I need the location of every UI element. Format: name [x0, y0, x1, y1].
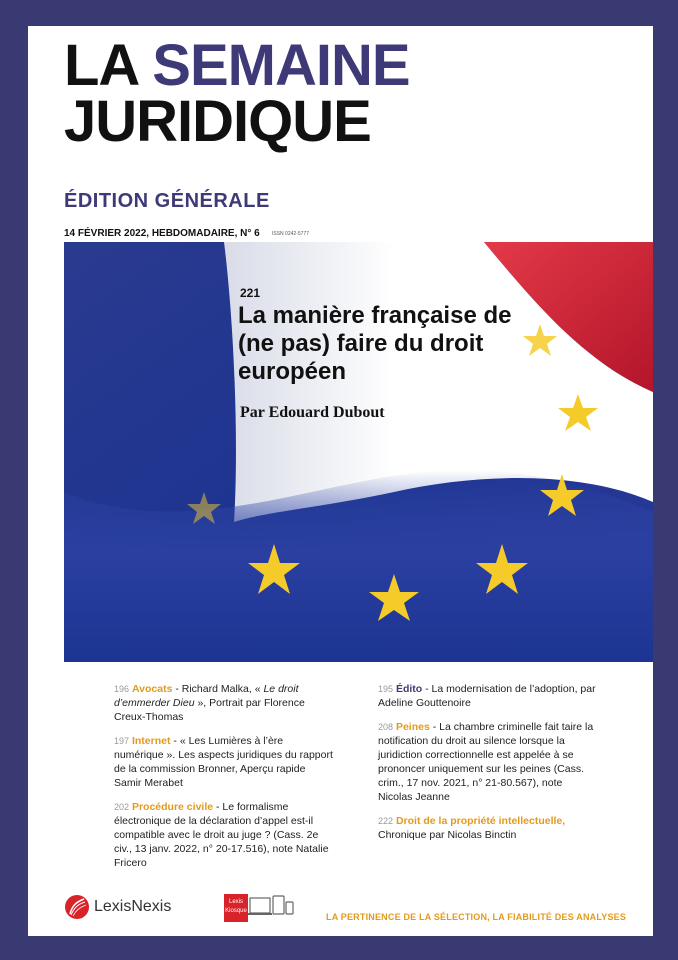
toc-left [114, 682, 334, 880]
kiosk-icon: Lexis Kiosque [224, 894, 248, 922]
toc-item[interactable]: 222 Droit de la propriété intellectuelle, Chronique par Nicolas Binctin [378, 815, 566, 841]
tagline: LA PERTINENCE DE LA SÉLECTION, LA FIABILITÉ DES ANALYSES [326, 912, 627, 922]
devices-icon [248, 894, 294, 922]
toc-right [378, 682, 598, 852]
headline-author: Par Edouard Dubout [240, 404, 385, 421]
kiosk-badge[interactable] [224, 894, 294, 922]
edition-label: ÉDITION GÉNÉRALE [64, 190, 270, 212]
toc-item[interactable]: 195 Édito - La modernisation de l’adoption, par Adeline Gouttenoire [378, 683, 596, 709]
masthead-juridique: JURIDIQUE [64, 89, 371, 154]
issn: ISSN 0242-5777 [272, 231, 309, 237]
magazine-cover [28, 26, 653, 936]
lexisnexis-logo[interactable] [64, 894, 171, 920]
toc-item[interactable]: 202 Procédure civile - Le formalisme électronique de la déclaration d’appel est-il compatible avec le droit au juge ? (Cass. 2e civ., 13 janv. 2022, n° 20-17.516), note Natalie Fricero [114, 801, 329, 869]
toc-item[interactable]: 197 Internet - « Les Lumières à l’ère numérique ». Les aspects juridiques du rapport de la commission Bronner, Aperçu rapide Samir Merabet [114, 735, 333, 789]
toc-item[interactable]: 196 Avocats - Richard Malka, « Le droit d’emmerder Dieu », Portrait par Florence Creux-Thomas [114, 683, 305, 723]
toc-item[interactable]: 208 Peines - La chambre criminelle fait taire la notification du droit au silence lorsque la juridiction correctionnelle est appelée à se prononcer uniquement sur les peines (Cass. crim., 17 nov. 2021, n° 21-80.567), note Nicolas Jeanne [378, 721, 594, 803]
headline-title: La manière française de (ne pas) faire du droit européen [238, 302, 512, 385]
lexisnexis-icon [64, 894, 90, 920]
masthead-la: LA [64, 33, 138, 98]
brand-name: LexisNexis [94, 898, 172, 915]
masthead-semaine: SEMAINE [152, 33, 410, 98]
masthead [64, 33, 410, 154]
dateline: 14 FÉVRIER 2022, HEBDOMADAIRE, N° 6 [64, 228, 260, 239]
headline-number: 221 [240, 286, 261, 300]
